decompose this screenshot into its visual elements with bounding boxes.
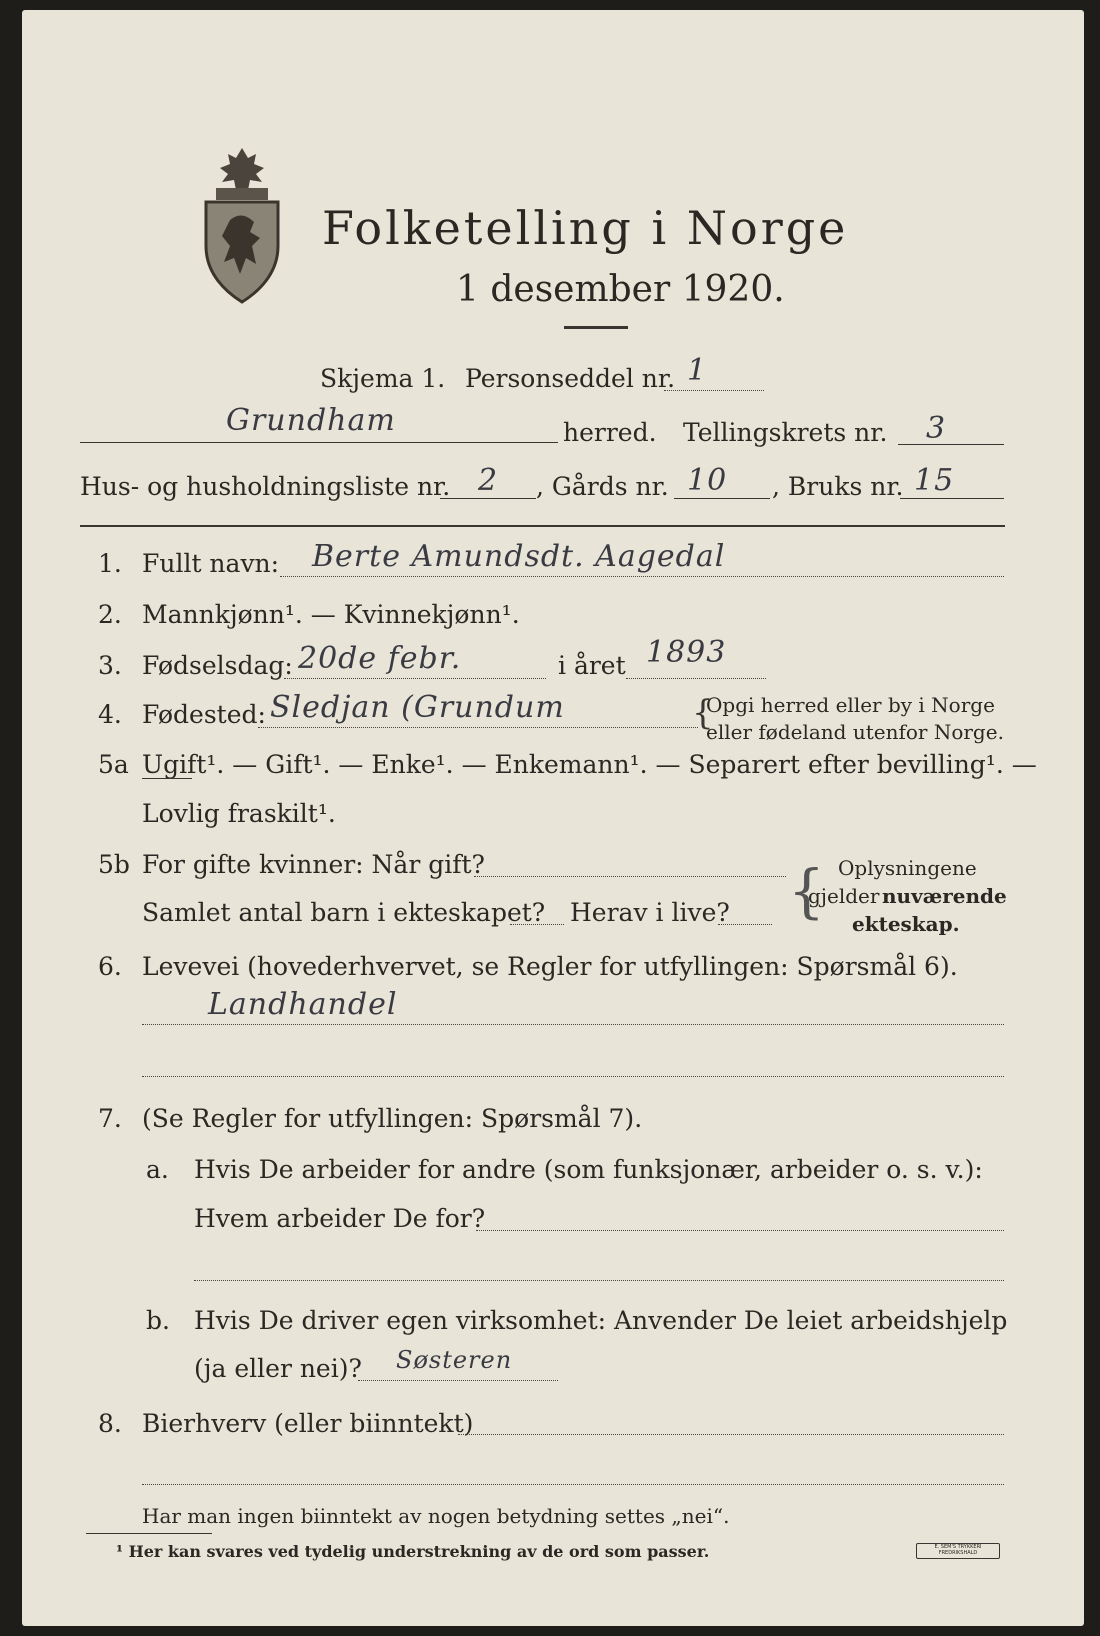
tellingskrets-label: Tellingskrets nr. [683, 418, 888, 447]
q7a-answer-line [476, 1230, 1004, 1231]
q4-note-1: Opgi herred eller by i Norge [706, 693, 995, 717]
q5a-options: Ugift¹. — Gift¹. — Enke¹. — Enkemann¹. — Separert efter bevilling¹. — [142, 750, 1037, 779]
footnote-rule [86, 1533, 212, 1534]
q6-line-1 [142, 1024, 1004, 1025]
husliste-value: 2 [478, 463, 499, 498]
census-form [22, 10, 1084, 1626]
q7b-line-2: (ja eller nei)? [194, 1354, 362, 1383]
q5b-married-line [474, 876, 786, 877]
q7b-line-1: Hvis De driver egen virksomhet: Anvender De leiet arbeidshjelp [194, 1306, 1008, 1335]
q5b-children-line [510, 924, 564, 925]
q5b-label-children: Samlet antal barn i ekteskapet? [142, 898, 546, 927]
q7a-answer-line-2 [194, 1280, 1004, 1281]
gards-line [674, 498, 770, 499]
q5a-number: 5a [98, 750, 129, 779]
q2-number: 2. [98, 600, 122, 629]
q7a-line-2: Hvem arbeider De for? [194, 1204, 486, 1233]
q1-label: Fullt navn: [142, 549, 280, 578]
q8-number: 8. [98, 1409, 122, 1438]
footnote: ¹ Her kan svares ved tydelig understrekning av de ord som passer. [116, 1542, 710, 1561]
q4-number: 4. [98, 700, 122, 729]
q5b-brace: { [788, 857, 825, 925]
herred-value: Grundham [226, 403, 396, 438]
q7b-letter: b. [146, 1306, 170, 1335]
q6-number: 6. [98, 952, 122, 981]
q7b-value: Søsteren [396, 1346, 513, 1374]
q3-year-value: 1893 [646, 635, 727, 670]
herred-label: herred. [563, 418, 657, 447]
q4-label: Fødested: [142, 700, 266, 729]
q7-label: (Se Regler for utfyllingen: Spørsmål 7). [142, 1104, 643, 1133]
tellingskrets-value: 3 [926, 411, 947, 446]
q5b-note-2a: gjelder [808, 884, 880, 908]
q3-number: 3. [98, 651, 122, 680]
q7-number: 7. [98, 1104, 122, 1133]
q3-value: 20de febr. [298, 641, 462, 676]
q7a-letter: a. [146, 1155, 169, 1184]
q5b-note-1: Oplysningene [838, 856, 977, 880]
form-date: 1 desember 1920. [456, 269, 785, 310]
q6-label: Levevei (hovederhvervet, se Regler for utfyllingen: Spørsmål 6). [142, 952, 958, 981]
q6-value: Landhandel [208, 987, 398, 1022]
q5b-label-married: For gifte kvinner: Når gift? [142, 850, 485, 879]
q1-value: Berte Amundsdt. Aagedal [312, 539, 726, 574]
q8-note: Har man ingen biinntekt av nogen betydning settes „nei“. [142, 1504, 730, 1528]
skjema-label: Skjema 1. [320, 364, 446, 393]
q4-value: Sledjan (Grundum [270, 690, 565, 725]
q1-line [280, 576, 1004, 577]
q5b-label-alive: Herav i live? [570, 898, 730, 927]
title-divider [564, 326, 628, 329]
bruks-line [900, 498, 1004, 499]
husliste-label: Hus- og husholdningsliste nr. [80, 472, 451, 501]
q3-year-line [626, 678, 766, 679]
q4-note-2: eller fødeland utenfor Norge. [706, 720, 1004, 744]
bruks-value: 15 [914, 463, 955, 498]
q8-line-2 [142, 1484, 1004, 1485]
personseddel-value: 1 [687, 353, 708, 388]
q7b-answer-line [358, 1380, 558, 1381]
q3-line [284, 678, 546, 679]
q3-label: Fødselsdag: [142, 651, 293, 680]
q3-year-label: i året [558, 651, 626, 680]
header-divider [80, 525, 1005, 527]
personseddel-label: Personseddel nr. [465, 364, 676, 393]
q5b-note-2b: nuværende [882, 884, 1007, 908]
q1-number: 1. [98, 549, 122, 578]
q4-line [258, 727, 698, 728]
form-title: Folketelling i Norge [322, 201, 849, 255]
q5b-alive-line [718, 924, 772, 925]
q5b-number: 5b [98, 850, 130, 879]
gards-value: 10 [687, 463, 728, 498]
personseddel-line [664, 390, 764, 391]
tellingskrets-line [898, 444, 1004, 445]
q5b-note-3: ekteskap. [852, 912, 960, 936]
q8-line-1 [458, 1434, 1004, 1435]
bruks-label: , Bruks nr. [772, 472, 904, 501]
q7a-line-1: Hvis De arbeider for andre (som funksjonær, arbeider o. s. v.): [194, 1155, 983, 1184]
gards-label: , Gårds nr. [536, 472, 669, 501]
q4-brace: { [692, 693, 714, 733]
husliste-line [440, 498, 536, 499]
q6-line-2 [142, 1076, 1004, 1077]
coat-of-arms-icon [200, 144, 284, 304]
herred-line [80, 442, 558, 443]
printer-stamp: E. SEM'S TRYKKERI FREDRIKSHALD [916, 1543, 1000, 1559]
q5a-options-2: Lovlig fraskilt¹. [142, 799, 336, 828]
q8-label: Bierhverv (eller biinntekt) [142, 1409, 474, 1438]
q2-label: Mannkjønn¹. — Kvinnekjønn¹. [142, 600, 520, 629]
q5a-ugift-underline [142, 778, 192, 779]
